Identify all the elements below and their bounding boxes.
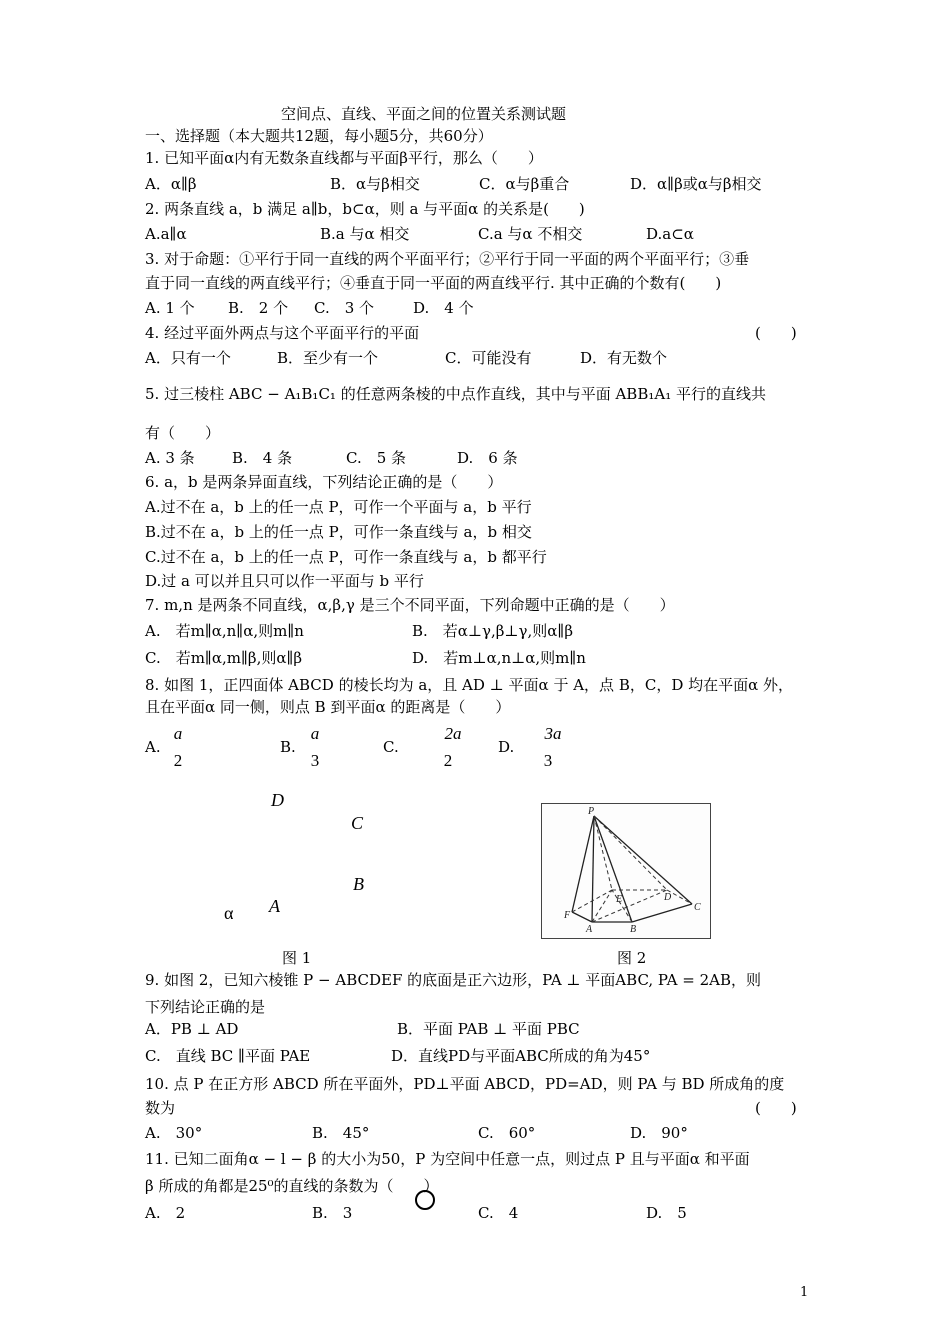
q11-stem-line2: β 所成的角都是25⁰的直线的条数为（ ） [145, 1177, 439, 1195]
fig1-label-b: B [353, 874, 364, 894]
q9-option-d: D．直线PD与平面ABC所成的角为45° [391, 1047, 651, 1065]
q3-option-b: B. 2 个 [228, 299, 289, 317]
q5-stem-line1: 5. 过三棱柱 ABC − A₁B₁C₁ 的任意两条棱的中点作直线，其中与平面 ABB₁A₁ 平行的直线共 [145, 385, 766, 403]
q6-option-d: D.过 a 可以并且只可以作一平面与 b 平行 [145, 572, 424, 590]
page-number: 1 [800, 1285, 809, 1300]
q8-option-d-label: D. [498, 738, 515, 756]
fig1-label-a: A [269, 896, 280, 916]
fig1-label-alpha: α [224, 903, 234, 923]
q10-option-c: C. 60° [478, 1124, 536, 1142]
q10-option-a: A. 30° [145, 1124, 203, 1142]
q10-answer-paren: ( ) [755, 1099, 797, 1117]
q11-stem-line1: 11. 已知二面角α − l − β 的大小为50，P 为空间中任意一点，则过点 P 且与平面α 和平面 [145, 1150, 750, 1168]
q8-option-c-numerator: 2a [444, 724, 462, 743]
q4-option-c: C．可能没有 [445, 349, 532, 367]
q2-option-a: A.a∥α [145, 225, 187, 243]
q9-option-a: A．PB ⊥ AD [145, 1020, 239, 1038]
fig2-caption: 图 2 [617, 949, 647, 967]
q2-stem: 2. 两条直线 a，b 满足 a∥b，b⊂α，则 a 与平面α 的关系是( ) [145, 200, 585, 218]
q1-option-d: D．α∥β或α与β相交 [630, 175, 762, 193]
q1-option-a: A．α∥β [145, 175, 197, 193]
q6-stem: 6. a，b 是两条异面直线，下列结论正确的是（ ） [145, 473, 503, 491]
q8-option-b-denominator: 3 [310, 751, 320, 770]
q5-option-c: C. 5 条 [346, 449, 407, 467]
q9-option-b: B．平面 PAB ⊥ 平面 PBC [397, 1020, 580, 1038]
q9-option-c: C. 直线 BC ∥平面 PAE [145, 1047, 311, 1065]
q8-option-c-denominator: 2 [443, 751, 453, 770]
q8-option-b-numerator: a [310, 724, 320, 743]
q9-stem-line2: 下列结论正确的是 [145, 998, 266, 1016]
q7-option-b: B. 若α⊥γ,β⊥γ,则α∥β [412, 622, 574, 640]
q6-option-a: A.过不在 a，b 上的任一点 P，可作一个平面与 a，b 平行 [145, 498, 532, 516]
q6-option-c: C.过不在 a，b 上的任一点 P，可作一条直线与 a，b 都平行 [145, 548, 547, 566]
section-heading: 一、选择题（本大题共12题，每小题5分，共60分） [145, 127, 493, 145]
fig2-label-d: D [664, 892, 672, 903]
q1-option-c: C．α与β重合 [479, 175, 570, 193]
q7-option-c: C. 若m∥α,m∥β,则α∥β [145, 649, 303, 667]
fig2-label-c: C [694, 902, 701, 913]
q10-stem-line1: 10. 点 P 在正方形 ABCD 所在平面外，PD⊥平面 ABCD，PD=AD，则 PA 与 BD 所成角的度 [145, 1075, 785, 1093]
fig2-label-e: E [616, 894, 623, 905]
q4-option-d: D．有无数个 [580, 349, 668, 367]
q10-option-b: B. 45° [312, 1124, 370, 1142]
fig2-image [541, 803, 711, 939]
q5-option-b: B. 4 条 [232, 449, 293, 467]
q8-option-b-label: B. [280, 738, 296, 756]
q8-stem-line2: 且在平面α 同一侧，则点 B 到平面α 的距离是（ ） [145, 698, 511, 716]
q3-option-c: C. 3 个 [314, 299, 375, 317]
q3-stem-line2: 直于同一直线的两直线平行；④垂直于同一平面的两直线平行. 其中正确的个数有( ) [145, 274, 722, 292]
pen-circle-mark [415, 1190, 435, 1210]
q5-option-a: A. 3 条 [145, 449, 195, 467]
q4-answer-paren: ( ) [755, 324, 797, 342]
q8-option-d-numerator: 3a [544, 724, 562, 743]
fig2-label-a: A [586, 924, 593, 935]
q2-option-b: B.a 与α 相交 [320, 225, 410, 243]
q7-option-d: D. 若m⊥α,n⊥α,则m∥n [412, 649, 586, 667]
q9-stem-line1: 9. 如图 2，已知六棱锥 P − ABCDEF 的底面是正六边形，PA ⊥ 平面ABC, PA = 2AB，则 [145, 971, 761, 989]
q3-stem-line1: 3. 对于命题：①平行于同一直线的两个平面平行；②平行于同一平面的两个平面平行；③垂 [145, 250, 750, 268]
q2-option-c: C.a 与α 不相交 [478, 225, 583, 243]
fig1-label-c: C [351, 813, 364, 833]
q11-option-d: D. 5 [646, 1204, 687, 1222]
q1-stem: 1. 已知平面α内有无数条直线都与平面β平行，那么（ ） [145, 149, 543, 167]
fig1-label-d: D [271, 790, 284, 810]
q8-option-d-denominator: 3 [543, 751, 553, 770]
q5-stem-line2: 有（ ） [145, 424, 221, 442]
document-title: 空间点、直线、平面之间的位置关系测试题 [281, 105, 567, 123]
q4-stem: 4. 经过平面外两点与这个平面平行的平面 [145, 324, 420, 342]
q5-option-d: D. 6 条 [457, 449, 518, 467]
q10-stem-line2: 数为 [145, 1099, 176, 1117]
q4-option-a: A．只有一个 [145, 349, 231, 367]
q7-option-a: A. 若m∥α,n∥α,则m∥n [145, 622, 304, 640]
fig2-pyramid-drawing [542, 804, 710, 938]
q8-stem-line1: 8. 如图 1，正四面体 ABCD 的棱长均为 a，且 AD ⊥ 平面α 于 A，点 B，C，D 均在平面α 外， [145, 676, 794, 694]
q2-option-d: D.a⊂α [646, 225, 694, 243]
q11-option-c: C. 4 [478, 1204, 519, 1222]
q1-option-b: B．α与β相交 [330, 175, 420, 193]
q7-stem: 7. m,n 是两条不同直线，α,β,γ 是三个不同平面，下列命题中正确的是（ ） [145, 596, 675, 614]
fig1-caption: 图 1 [282, 949, 312, 967]
fig2-label-p: P [588, 806, 595, 817]
q8-option-a-denominator: 2 [173, 751, 183, 770]
q4-option-b: B．至少有一个 [277, 349, 379, 367]
q8-option-a-label: A. [145, 738, 161, 756]
q3-option-a: A. 1 个 [145, 299, 195, 317]
fig2-label-f: F [564, 910, 571, 921]
q10-option-d: D. 90° [630, 1124, 688, 1142]
q8-option-c-label: C. [383, 738, 399, 756]
q11-option-b: B. 3 [312, 1204, 353, 1222]
q6-option-b: B.过不在 a，b 上的任一点 P，可作一条直线与 a，b 相交 [145, 523, 532, 541]
q11-option-a: A. 2 [145, 1204, 186, 1222]
q3-option-d: D. 4 个 [413, 299, 474, 317]
q8-option-a-numerator: a [173, 724, 183, 743]
fig2-label-b: B [630, 924, 637, 935]
